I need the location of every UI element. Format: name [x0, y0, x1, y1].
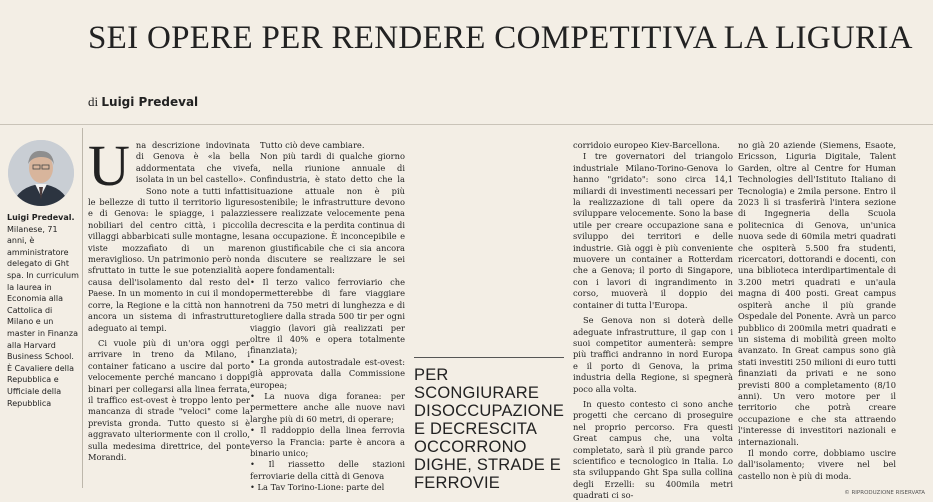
paragraph: Ci vuole più di un'ora oggi per arrivare in treno da Milano, i container faticano a uscire dal porto velocemente perché mancano i doppi binari per collegarsi alla linea ferrata, il traffico est-ovest è troppo lento per mancanza di strade "veloci" come la prevista gronda. Tutto questo si è aggravato ulteriormente con il crollo, sulla medesima direttrice, del ponte Morandi. [88, 337, 250, 462]
list-item: • Il raddoppio della linea ferrovia verso la Francia: parte è ancora a binario unico; [250, 425, 405, 458]
byline-prefix: di [88, 94, 99, 109]
article-column-3 [573, 140, 733, 502]
lead-paragraph: na descrizione indovinata di Genova è «la bella addormentata che vive isolata in un bel castello». [135, 140, 250, 185]
paragraph: Il mondo corre, dobbiamo uscire dall'isolamento; vivere nel bel castello non è più di moda. [738, 447, 896, 481]
drop-cap: U [88, 133, 130, 198]
list-item: • La nuova diga foranea: per permettere anche alle nuove navi larghe più di 60 metri, di operare; [250, 390, 405, 424]
paragraph: no già 20 aziende (Siemens, Esaote, Ericsson, Liguria Digitale, Talent Garden, oltre al Centre for Human Technologies dell'Istituto Italiano di Tecnologia) e 2mila persone. Entro il 2023 lì si trasferirà l'intera sezione di Ingegneria della Scuola politecnica di Genova, un'unica nuova sede di 60mila metri quadrati che ospiterà 5.500 fra studenti, ricercatori, dottorandi e docenti, con una biblioteca interdipartimentale di 3.200 metri quadrati e un'aula magna di 400 posti. Great campus ospiterà anche il più grande Ospedale del Ponente. Avrà un parco pubblico di 200mila metri quadrati e un sistema di mobilità green molto avanzato. In Great campus sono già stati investiti 250 milioni di euro tutti finanziati da privati e ne sono previsti 800 a completamento (8/10 anni). Un vero motore per il territorio che potrà creare occupazione e che sta attraendo l'interesse di investitori nazionali e internazionali. [738, 140, 897, 447]
copyright-notice: © RIPRODUZIONE RISERVATA [844, 490, 925, 496]
portrait-icon [8, 140, 74, 206]
article-column-2 [250, 140, 405, 494]
paragraph: Tutto ciò deve cambiare. [260, 140, 365, 150]
bio-name: Luigi Predeval. [7, 213, 75, 222]
author-name: Luigi Predeval [101, 95, 199, 109]
paragraph: Se Genova non si doterà delle adeguate infrastrutture, il gap con i suoi competitor aumenterà: sempre più traffici andranno in nord Europa e il porto di Genova, la prima industria della Regione, si spegnerà poco alla volta. [573, 315, 733, 394]
pull-quote: PER SCONGIURARE DISOCCUPAZIONE E DECRESCITA OCCORRONO DIGHE, STRADE E FERROVIE [414, 357, 564, 492]
paragraph: In questo contesto ci sono anche progetti che cercano di proseguire nel proprio percorso. Fra questi Great campus che, una volta completato, sarà il più grande parco scientifico e tecnologico in Italia. Lo sta sviluppando Ght Spa sulla collina degli Erzelli: su 400mila metri quadrati ci so- [573, 398, 733, 501]
list-item: • La Tav Torino-Lione: parte del [250, 482, 385, 493]
paragraph: Sono note a tutti infatti le bellezze di tutto il territorio ligure e di Genova: le spiagge, i palazzi nobiliari del centro città, i piccoli villaggi abbarbicati sulle montagne, le viste mozzafiato di un mare meraviglioso. Un patrimonio però non sfruttato in tutte le sue potenzialità a causa dell'isolamento dal resto del Paese. In un momento in cui il mondo corre, la Regione e la città non hanno ancora un sistema di infrastrutture adeguato ai tempi. [88, 185, 250, 333]
byline [88, 94, 198, 110]
column-divider [82, 128, 83, 488]
author-bio [7, 212, 79, 409]
paragraph: I tre governatori del triangolo industriale Milano-Torino-Genova lo hanno "gridato": sono circa 14,1 miliardi di investimenti necessari per la realizzazione di tali opere da sviluppare velocemente. Sono la base utile per creare occupazione sana e sviluppo dei territori e delle industrie. Già oggi è più conveniente muovere un container a Rotterdam che a Genova; il porto di Singapore, con i lavori di ingrandimento in corso, muoverà il doppio dei container di tutta l'Europa. [573, 151, 733, 310]
bio-text: Milanese, 71 anni, è amministratore delegato di Ght spa. In curriculum la laurea in Economia alla Cattolica di Milano e un master in Finanza alla Harvard Business School. È Cavaliere della Repubblica e Ufficiale della Repubblica [7, 224, 79, 408]
list-item: • La gronda autostradale est-ovest: già approvata dalla Commissione europea; [250, 356, 405, 390]
article-column-1 [88, 133, 250, 463]
list-item: • Il riassetto delle stazioni ferroviarie della città di Genova [250, 459, 405, 481]
author-photo [8, 140, 74, 206]
headline: SEI OPERE PER RENDERE COMPETITIVA LA LIGURIA [88, 20, 913, 56]
header-divider [0, 124, 933, 125]
paragraph: corridoio europeo Kiev-Barcellona. [573, 140, 720, 150]
article-column-4 [738, 140, 896, 482]
paragraph: Non più tardi di qualche giorno fa, nella riunione annuale di Confindustria, è stato detto che la situazione attuale non è più sostenibile; le infrastrutture devono essere realizzate velocemente pena la decrescita e la perdita continua di sana occupazione. È inconcepibile e non giustificabile che ci sia ancora da discutere se realizzare le sei opere fondamentali: [250, 151, 405, 276]
list-item: • Il terzo valico ferroviario che permetterebbe di fare viaggiare treni da 750 metri di lunghezza e di togliere dalla strada 500 tir per ogni viaggio (lavori già realizzati per oltre il 40% e opera totalmente finanziata); [250, 276, 405, 356]
